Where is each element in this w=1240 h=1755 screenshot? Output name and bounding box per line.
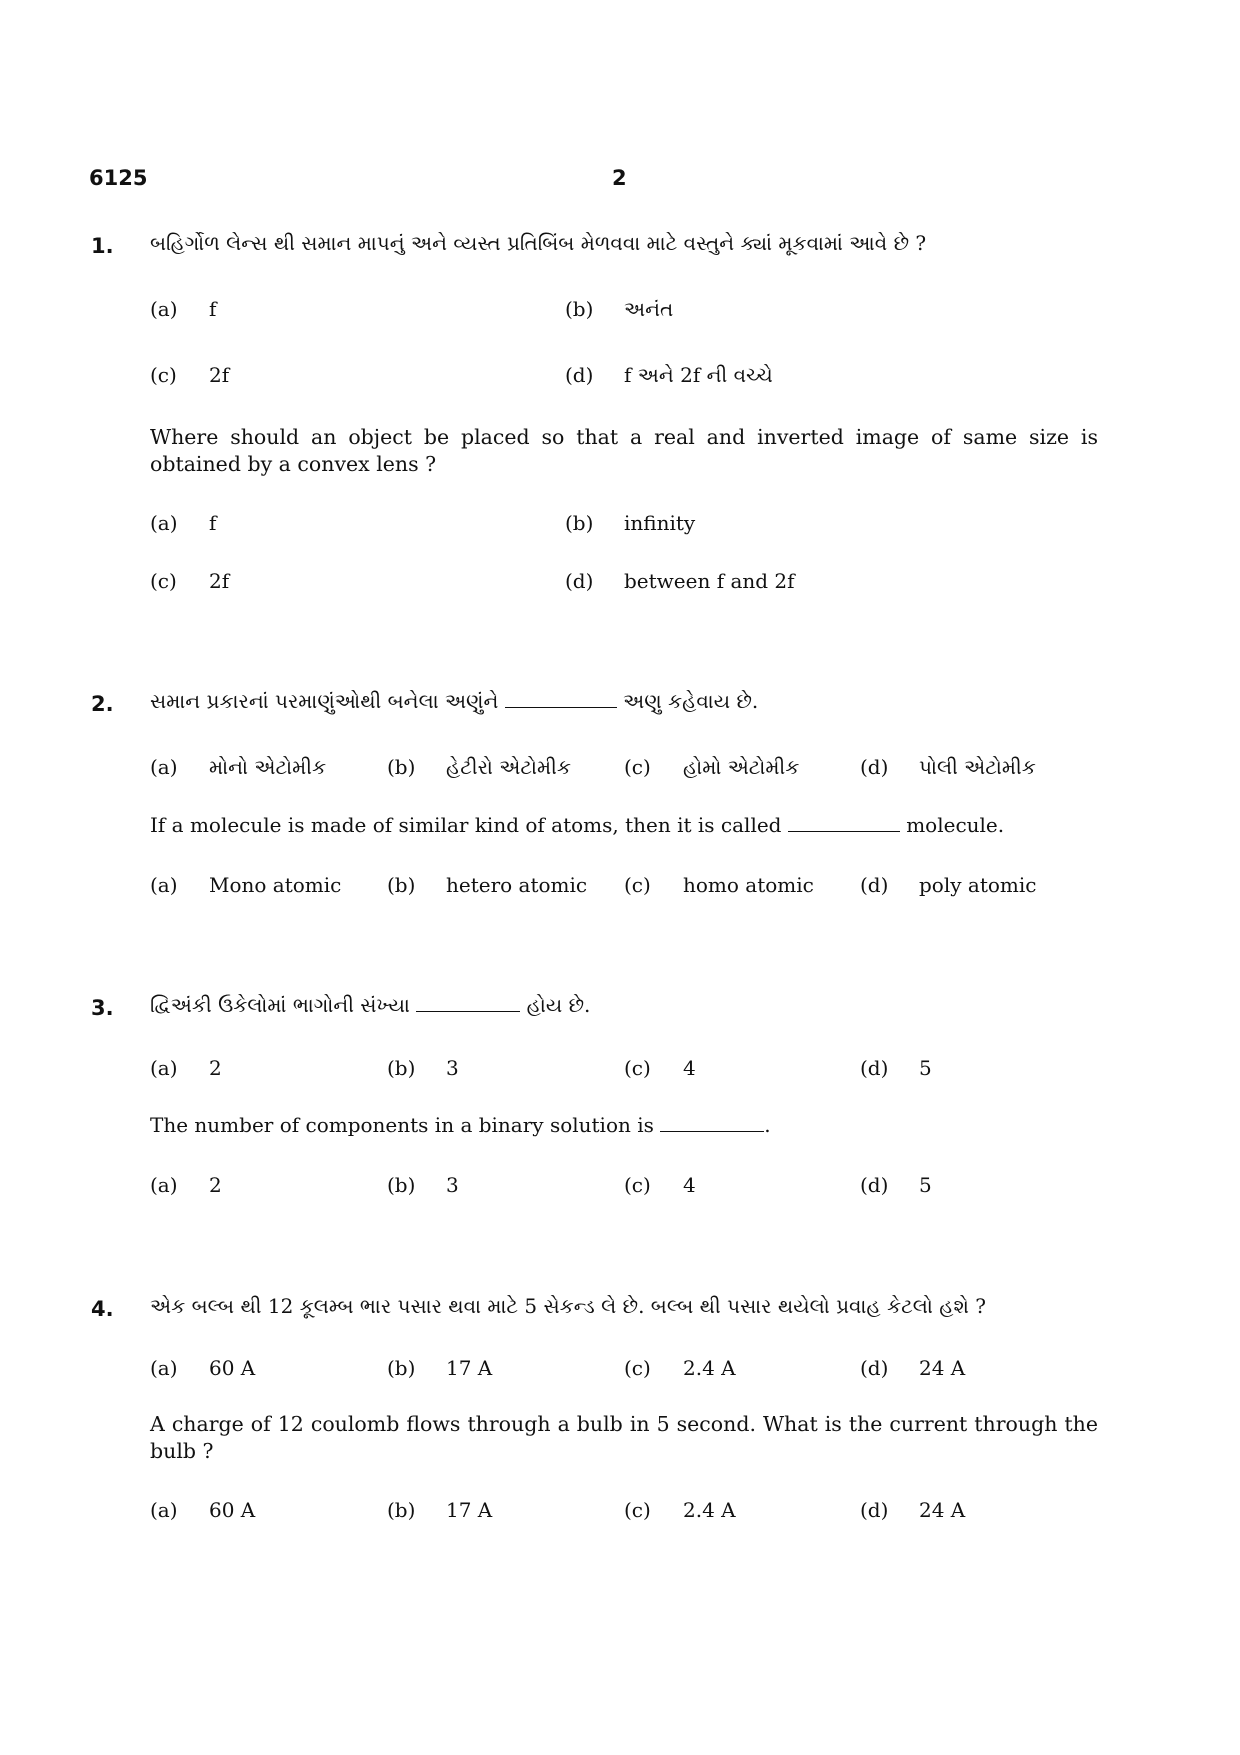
option-a-english (150, 872, 341, 899)
option-b-english (387, 872, 587, 899)
answer-blank (788, 813, 900, 832)
option-d-gujarati (565, 362, 773, 389)
option-text: 2f (209, 363, 230, 387)
option-text: 3 (446, 1173, 459, 1197)
option-label: (b) (387, 755, 416, 779)
option-label: (a) (150, 1173, 178, 1197)
option-text: homo atomic (683, 873, 814, 897)
answer-blank (416, 993, 520, 1012)
option-label: (c) (624, 755, 651, 779)
question-text-before: દ્વિઅંકી ઉકેલોમાં ભાગોની સંખ્યા (150, 993, 410, 1017)
option-text: 2f (209, 569, 230, 593)
option-label: (c) (150, 569, 177, 593)
option-label: (d) (860, 1056, 889, 1080)
option-text: 60 A (209, 1356, 256, 1380)
option-text: મોનો એટોમીક (209, 755, 327, 779)
option-text: f અને 2f ની વચ્ચે (624, 363, 773, 387)
paper-code: 6125 (89, 166, 148, 190)
option-a-english (150, 510, 216, 537)
option-label: (b) (387, 1498, 416, 1522)
option-label: (a) (150, 873, 178, 897)
question-number: 2. (91, 692, 114, 716)
option-c-gujarati (624, 1355, 736, 1382)
option-label: (d) (565, 363, 594, 387)
option-label: (b) (387, 873, 416, 897)
answer-blank (660, 1113, 764, 1132)
question-text-after: હોય છે. (526, 993, 591, 1017)
option-text: 2 (209, 1173, 222, 1197)
option-text: 24 A (919, 1498, 966, 1522)
option-text: 2.4 A (683, 1356, 736, 1380)
option-c-english (150, 568, 229, 595)
option-label: (d) (860, 1356, 889, 1380)
option-text: 24 A (919, 1356, 966, 1380)
option-c-english (624, 1172, 696, 1199)
question-text-gujarati (150, 688, 1100, 715)
option-a-english (150, 1497, 255, 1524)
option-text: હોમો એટોમીક (683, 755, 800, 779)
option-text: 3 (446, 1056, 459, 1080)
option-label: (b) (387, 1356, 416, 1380)
option-text: f (209, 511, 217, 535)
option-text: hetero atomic (446, 873, 588, 897)
option-b-english (387, 1497, 492, 1524)
question-text-gujarati: બહિર્ગોળ લેન્સ થી સમાન માપનું અને વ્યસ્ત પ્રતિબિંબ મેળવવા માટે વસ્તુને ક્યાં મૂકવામાં આવે છે ? (150, 231, 927, 255)
option-d-gujarati (860, 1355, 965, 1382)
question-text-gujarati: એક બલ્બ થી 12 કૂલમ્બ ભાર પસાર થવા માટે 5 સેકન્ડ લે છે. બલ્બ થી પસાર થયેલો પ્રવાહ કેટલો હશે ? (150, 1294, 986, 1318)
question-text-after: molecule. (906, 813, 1005, 837)
question-text-after: . (764, 1113, 771, 1137)
option-b-gujarati (565, 296, 673, 323)
page-number: 2 (612, 166, 627, 190)
option-c-english (624, 1497, 736, 1524)
option-b-gujarati (387, 1055, 459, 1082)
option-label: (a) (150, 755, 178, 779)
option-text: 5 (919, 1056, 932, 1080)
option-a-gujarati (150, 1355, 255, 1382)
option-label: (b) (565, 297, 594, 321)
option-c-english (624, 872, 814, 899)
option-label: (c) (624, 1356, 651, 1380)
question-text-english: A charge of 12 coulomb flows through a bulb in 5 second. What is the current through the bulb ? (150, 1412, 1098, 1463)
option-b-gujarati (387, 1355, 492, 1382)
option-a-gujarati (150, 296, 216, 323)
option-label: (d) (860, 755, 889, 779)
option-label: (a) (150, 511, 178, 535)
option-text: 17 A (446, 1356, 493, 1380)
option-text: 2.4 A (683, 1498, 736, 1522)
option-label: (a) (150, 1498, 178, 1522)
option-text: 4 (683, 1056, 696, 1080)
option-label: (c) (624, 873, 651, 897)
option-text: 5 (919, 1173, 932, 1197)
option-label: (c) (150, 363, 177, 387)
option-b-english (387, 1172, 459, 1199)
question-text-english (150, 812, 1100, 839)
option-d-gujarati (860, 754, 1036, 781)
option-text: પોલી એટોમીક (919, 755, 1036, 779)
option-d-english (860, 872, 1036, 899)
option-label: (c) (624, 1173, 651, 1197)
option-a-english (150, 1172, 222, 1199)
option-label: (c) (624, 1498, 651, 1522)
question-number: 4. (91, 1297, 114, 1321)
option-label: (a) (150, 1356, 178, 1380)
option-label: (c) (624, 1056, 651, 1080)
question-number: 1. (91, 234, 114, 258)
question-text-before: If a molecule is made of similar kind of atoms, then it is called (150, 813, 782, 837)
option-text: 17 A (446, 1498, 493, 1522)
question-text-before: The number of components in a binary solution is (150, 1113, 654, 1137)
question-text-before: સમાન પ્રકારનાં પરમાણુંઓથી બનેલા અણુંને (150, 689, 499, 713)
question-text-after: અણુ કહેવાય છે. (623, 689, 759, 713)
option-d-english (565, 568, 795, 595)
option-text: 4 (683, 1173, 696, 1197)
option-text: poly atomic (919, 873, 1037, 897)
option-b-english (565, 510, 695, 537)
option-label: (b) (565, 511, 594, 535)
option-label: (b) (387, 1056, 416, 1080)
question-text-english: Where should an object be placed so that a real and inverted image of same size is obtained by a convex lens ? (150, 425, 1098, 476)
option-label: (b) (387, 1173, 416, 1197)
option-a-gujarati (150, 1055, 222, 1082)
question-text-english (150, 1112, 1100, 1139)
option-text: અનંત (624, 297, 674, 321)
option-c-gujarati (624, 754, 799, 781)
option-label: (d) (565, 569, 594, 593)
option-c-gujarati (624, 1055, 696, 1082)
option-label: (a) (150, 1056, 178, 1080)
option-text: between f and 2f (624, 569, 795, 593)
option-label: (d) (860, 1498, 889, 1522)
option-text: હેટીરો એટોમીક (446, 755, 571, 779)
option-d-english (860, 1172, 932, 1199)
option-label: (d) (860, 873, 889, 897)
option-d-gujarati (860, 1055, 932, 1082)
option-text: f (209, 297, 217, 321)
option-a-gujarati (150, 754, 326, 781)
option-text: 2 (209, 1056, 222, 1080)
option-text: 60 A (209, 1498, 256, 1522)
option-d-english (860, 1497, 965, 1524)
option-label: (a) (150, 297, 178, 321)
option-c-gujarati (150, 362, 229, 389)
answer-blank (505, 689, 617, 708)
option-b-gujarati (387, 754, 571, 781)
question-number: 3. (91, 996, 114, 1020)
option-label: (d) (860, 1173, 889, 1197)
option-text: infinity (624, 511, 696, 535)
question-text-gujarati (150, 992, 1100, 1019)
option-text: Mono atomic (209, 873, 342, 897)
